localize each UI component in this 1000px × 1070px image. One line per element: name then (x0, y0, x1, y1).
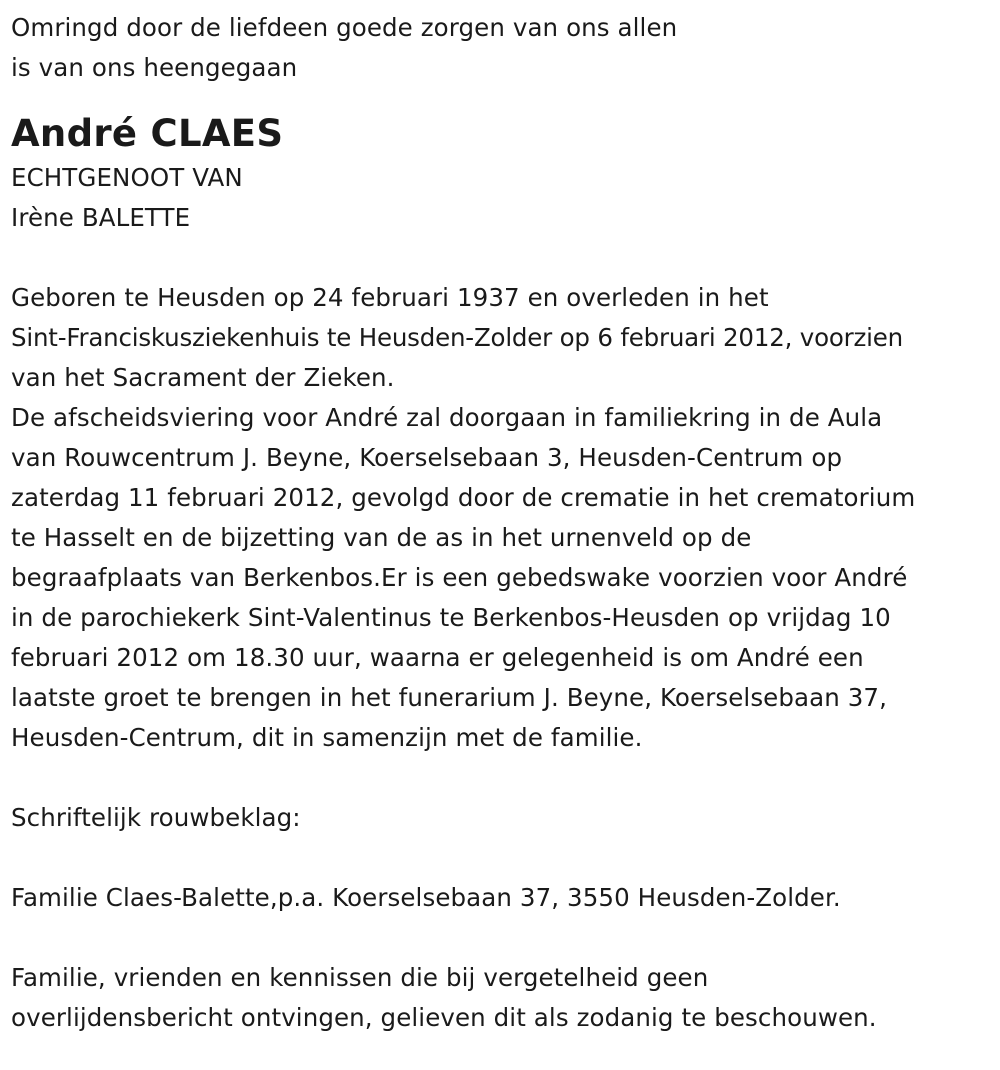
closing-line-2: overlijdensbericht ontvingen, gelieven dit als zodanig te beschouwen. (11, 1003, 877, 1032)
body-line: De afscheidsviering voor André zal doorgaan in familiekring in de Aula (11, 403, 883, 432)
body-line: februari 2012 om 18.30 uur, waarna er gelegenheid is om André een (11, 643, 864, 672)
condolence-label: Schriftelijk rouwbeklag: (11, 803, 301, 832)
body-line: Sint-Franciskusziekenhuis te Heusden-Zolder op 6 februari 2012, voorzien (11, 323, 903, 352)
condolence-address: Familie Claes-Balette,p.a. Koerselsebaan 37, 3550 Heusden-Zolder. (11, 883, 841, 912)
deceased-name: André CLAES (11, 112, 284, 155)
intro-line-1: Omringd door de liefdeen goede zorgen van ons allen (11, 13, 678, 42)
spacer (11, 238, 1000, 278)
relation-label: ECHTGENOOT VAN (11, 163, 243, 192)
body-line: Geboren te Heusden op 24 februari 1937 en overleden in het (11, 283, 769, 312)
spacer (11, 758, 1000, 798)
body-line: te Hasselt en de bijzetting van de as in het urnenveld op de (11, 523, 752, 552)
closing-line-1: Familie, vrienden en kennissen die bij vergetelheid geen (11, 963, 709, 992)
body-line: laatste groet te brengen in het funerarium J. Beyne, Koerselsebaan 37, (11, 683, 888, 712)
body-text (11, 278, 1000, 758)
body-line: van Rouwcentrum J. Beyne, Koerselsebaan 3, Heusden-Centrum op (11, 443, 843, 472)
spacer (11, 838, 1000, 878)
body-line: Heusden-Centrum, dit in samenzijn met de familie. (11, 723, 643, 752)
spacer (11, 918, 1000, 958)
body-line: zaterdag 11 februari 2012, gevolgd door de crematie in het crematorium (11, 483, 916, 512)
body-line: van het Sacrament der Zieken. (11, 363, 395, 392)
spouse-name: Irène BALETTE (11, 203, 191, 232)
body-line: begraafplaats van Berkenbos.Er is een gebedswake voorzien voor André (11, 563, 908, 592)
intro-line-2: is van ons heengegaan (11, 53, 298, 82)
body-line: in de parochiekerk Sint-Valentinus te Berkenbos-Heusden op vrijdag 10 (11, 603, 891, 632)
